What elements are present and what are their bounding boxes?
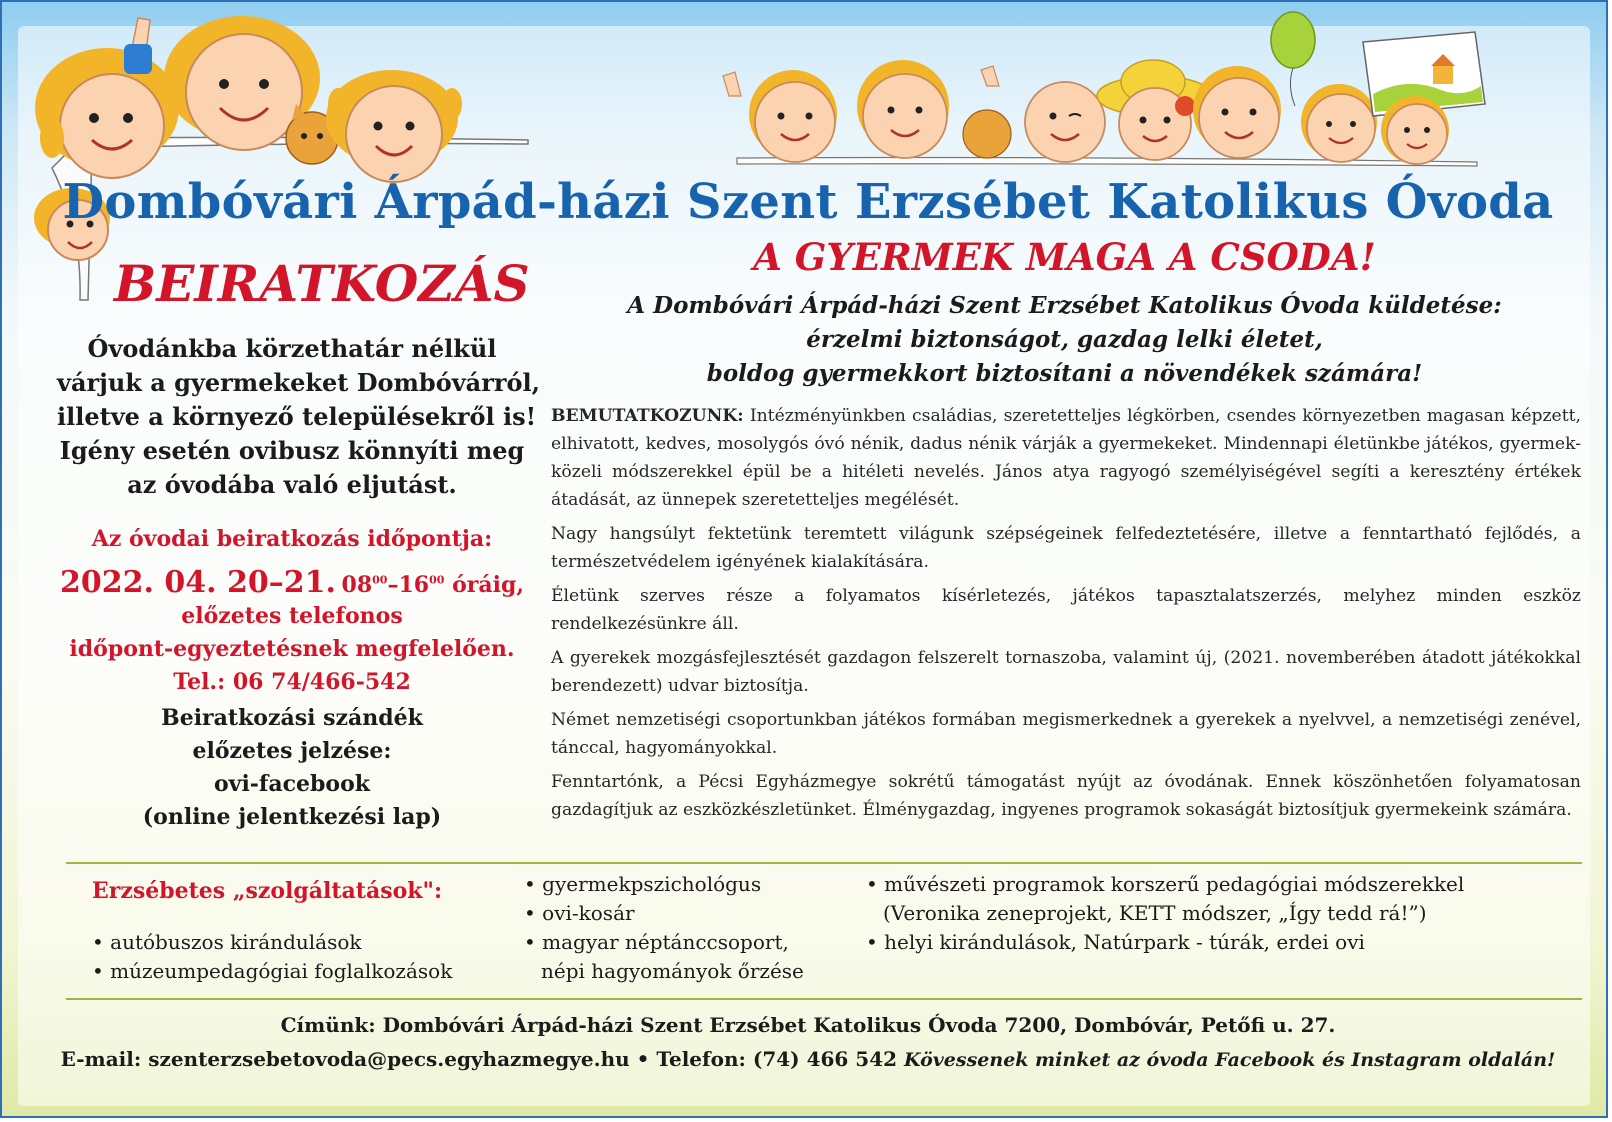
intro-label: BEMUTATKOZUNK: (551, 406, 744, 426)
slogan: A GYERMEK MAGA A CSODA! (753, 235, 1376, 279)
divider (66, 998, 1582, 1000)
footer (2, 1008, 1608, 1077)
time-sep: – (387, 572, 399, 598)
enrollment-date-heading: Az óvodai beiratkozás időpontja: (91, 526, 493, 552)
introduction-body (551, 402, 1581, 830)
social-follow: Kövessenek minket az óvoda Facebook és Instagram oldalán! (904, 1049, 1556, 1071)
intro-line: várjuk a gyermekeket Dombóvárról, (57, 368, 540, 397)
service-item-continued: népi hagyományok őrzése (541, 959, 804, 983)
address: Címünk: Dombóvári Árpád-házi Szent Erzsébet Katolikus Óvoda 7200, Dombóvár, Petőfi u. 27. (280, 1013, 1336, 1037)
service-item: • ovi-kosár (524, 901, 635, 925)
enrollment-detail-line: előzetes telefonos (181, 603, 403, 629)
service-item: • autóbuszos kirándulások (92, 930, 362, 954)
phone-line: Tel.: 06 74/466-542 (173, 669, 411, 695)
mission-line: boldog gyermekkort biztosítani a növendékek számára! (706, 360, 1423, 387)
mission-line: A Dombóvári Árpád-házi Szent Erzsébet Katolikus Óvoda küldetése: (627, 292, 1502, 319)
service-item: • magyar néptánccsoport, (524, 930, 789, 954)
service-item: • gyermekpszichológus (524, 872, 762, 896)
contact-info: E-mail: szenterzsebetovoda@pecs.egyhazmegye.hu • Telefon: (74) 466 542 (60, 1047, 898, 1071)
page-title: Dombóvári Árpád-házi Szent Erzsébet Katolikus Óvoda (62, 174, 1554, 230)
time-start-min: 00 (372, 573, 388, 587)
services-column-2 (524, 870, 804, 986)
intent-line: Beiratkozási szándék (161, 705, 423, 731)
divider (66, 862, 1582, 864)
body-paragraph: Nagy hangsúlyt fektetünk teremtett világunk szépségeinek felfedeztetésére, illetve a fenntartható fejlődés, a természetvédelem igényének kialakítására. (551, 524, 1581, 572)
intent-notice (57, 702, 527, 834)
enrollment-heading: BEIRATKOZÁS (114, 254, 530, 313)
enrollment-date: 2022. 04. 20–21. (59, 565, 336, 600)
enrollment-detail-line: időpont-egyeztetésnek megfelelően. (69, 636, 515, 662)
enrollment-date-line (47, 565, 537, 600)
time-suffix: óráig, (452, 572, 524, 598)
intro-line: Óvodánkba körzethatár nélkül (87, 334, 497, 363)
cartoon-children-right (707, 6, 1527, 176)
body-paragraph: Fenntartónk, a Pécsi Egyházmegye sokrétű támogatást nyújt az óvodának. Ennek köszönhetően folyamatosan gazdagítjuk az eszközkészletünket. Élménygazdag, ingyenes programok sokaságát biztosítjuk gyermekeink számára. (551, 772, 1581, 820)
time-end-min: 00 (429, 573, 445, 587)
mission-statement (547, 289, 1582, 391)
services-column-1 (92, 928, 452, 986)
intro-text (57, 332, 540, 502)
body-paragraph: A gyerekek mozgásfejlesztését gazdagon felszerelt tornaszoba, valamint új, (2021. novemberében átadott játékokkal berendezett) udvar biztosítja. (551, 648, 1581, 696)
time-start-hour: 08 (341, 572, 373, 598)
service-item: • helyi kirándulások, Natúrpark - túrák, erdei ovi (866, 930, 1365, 954)
intent-line: ovi-facebook (213, 771, 371, 797)
body-paragraph: Német nemzetiségi csoportunkban játékos formában megismerkednek a gyerekek a nyelvvel, a nemzetiségi zenével, tánccal, hagyományokkal. (551, 710, 1581, 758)
intro-line: illetve a környező településekről is! (57, 402, 537, 431)
held-paper-right (737, 158, 1477, 167)
contact-line (2, 1042, 1608, 1077)
time-end-hour: 16 (398, 572, 430, 598)
balloon (1271, 12, 1315, 68)
intent-line: (online jelentkezési lap) (142, 804, 442, 830)
mission-line: érzelmi biztonságot, gazdag lelki életet, (806, 326, 1323, 353)
service-item: • múzeumpedagógiai foglalkozások (92, 959, 453, 983)
services-column-3 (866, 870, 1464, 957)
intent-line: előzetes jelzése: (192, 738, 392, 764)
services-title: Erzsébetes „szolgáltatások": (92, 878, 443, 904)
body-paragraph (551, 402, 1581, 514)
service-item-continued: (Veronika zeneprojekt, KETT módszer, „Így tedd rá!”) (883, 901, 1427, 925)
paragraph-text: Intézményünkben családias, szeretetteljes légkörben, csendes környezetben magasan képzett, elhivatott, kedves, mosolygós óvó nénik, dadus nénik várják a gyermekeket. Mindennapi életünkbe játékos, gyermek-közeli módszerekkel épül be a hitéleti nevelés. János atya ragyogó személyiségével segíti a keresztény értékek átadását, az ünnepek szeretetteljes megélését. (551, 406, 1582, 510)
intro-line: az óvodába való eljutást. (127, 470, 457, 499)
enrollment-details (47, 600, 537, 699)
service-item: • művészeti programok korszerű pedagógiai módszerekkel (866, 872, 1465, 896)
body-paragraph: Életünk szerves része a folyamatos kísérletezés, játékos tapasztalatszerzés, melyhez minden eszköz rendelkezésünkre áll. (551, 586, 1581, 634)
enrollment-time (342, 572, 524, 598)
intro-line: Igény esetén ovibusz könnyíti meg (59, 436, 525, 465)
